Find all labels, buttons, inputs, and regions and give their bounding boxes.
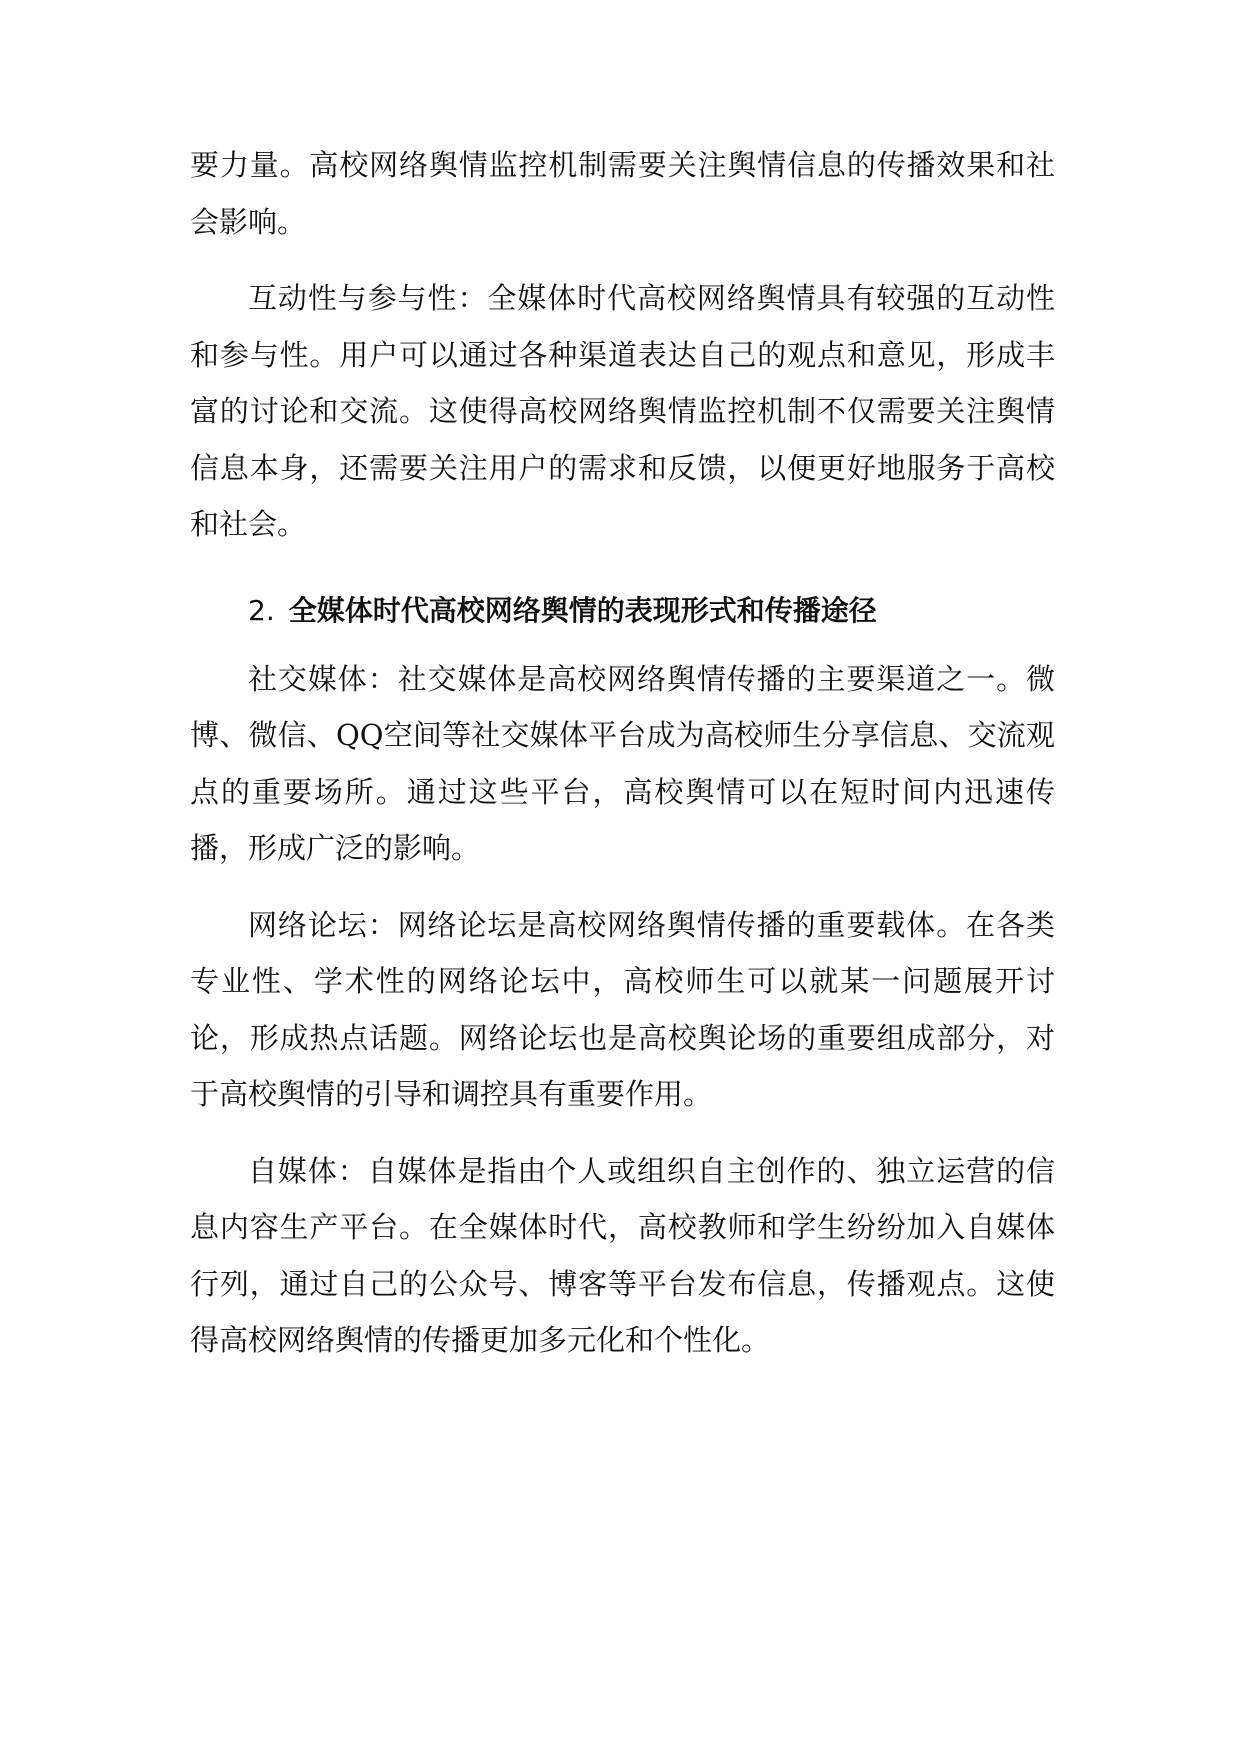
section-title: 全媒体时代高校网络舆情的表现形式和传播途径 xyxy=(288,593,877,627)
paragraph-self-media: 自媒体：自媒体是指由个人或组织自主创作的、独立运营的信息内容生产平台。在全媒体时代，高校教师和学生纷纷加入自媒体行列，通过自己的公众号、博客等平台发布信息，传播观点。这使得高校网络舆情的传播更加多元化和个性化。 xyxy=(190,1153,1055,1357)
section-number: 2. xyxy=(248,593,275,627)
section-heading xyxy=(190,583,1055,639)
paragraph-continuation: 要力量。高校网络舆情监控机制需要关注舆情信息的传播效果和社会影响。 xyxy=(190,148,1055,239)
body-text xyxy=(190,137,1055,1389)
paragraph-online-forum: 网络论坛：网络论坛是高校网络舆情传播的重要载体。在各类专业性、学术性的网络论坛中，高校师生可以就某一问题展开讨论，形成热点话题。网络论坛也是高校舆论场的重要组成部分，对于高校舆情的引导和调控具有重要作用。 xyxy=(190,907,1055,1111)
paragraph-interactivity: 互动性与参与性：全媒体时代高校网络舆情具有较强的互动性和参与性。用户可以通过各种渠道表达自己的观点和意见，形成丰富的讨论和交流。这使得高校网络舆情监控机制不仅需要关注舆情信息本身，还需要关注用户的需求和反馈，以便更好地服务于高校和社会。 xyxy=(190,281,1055,541)
paragraph-social-media: 社交媒体：社交媒体是高校网络舆情传播的主要渠道之一。微博、微信、QQ空间等社交媒体平台成为高校师生分享信息、交流观点的重要场所。通过这些平台，高校舆情可以在短时间内迅速传播，形成广泛的影响。 xyxy=(190,661,1055,865)
